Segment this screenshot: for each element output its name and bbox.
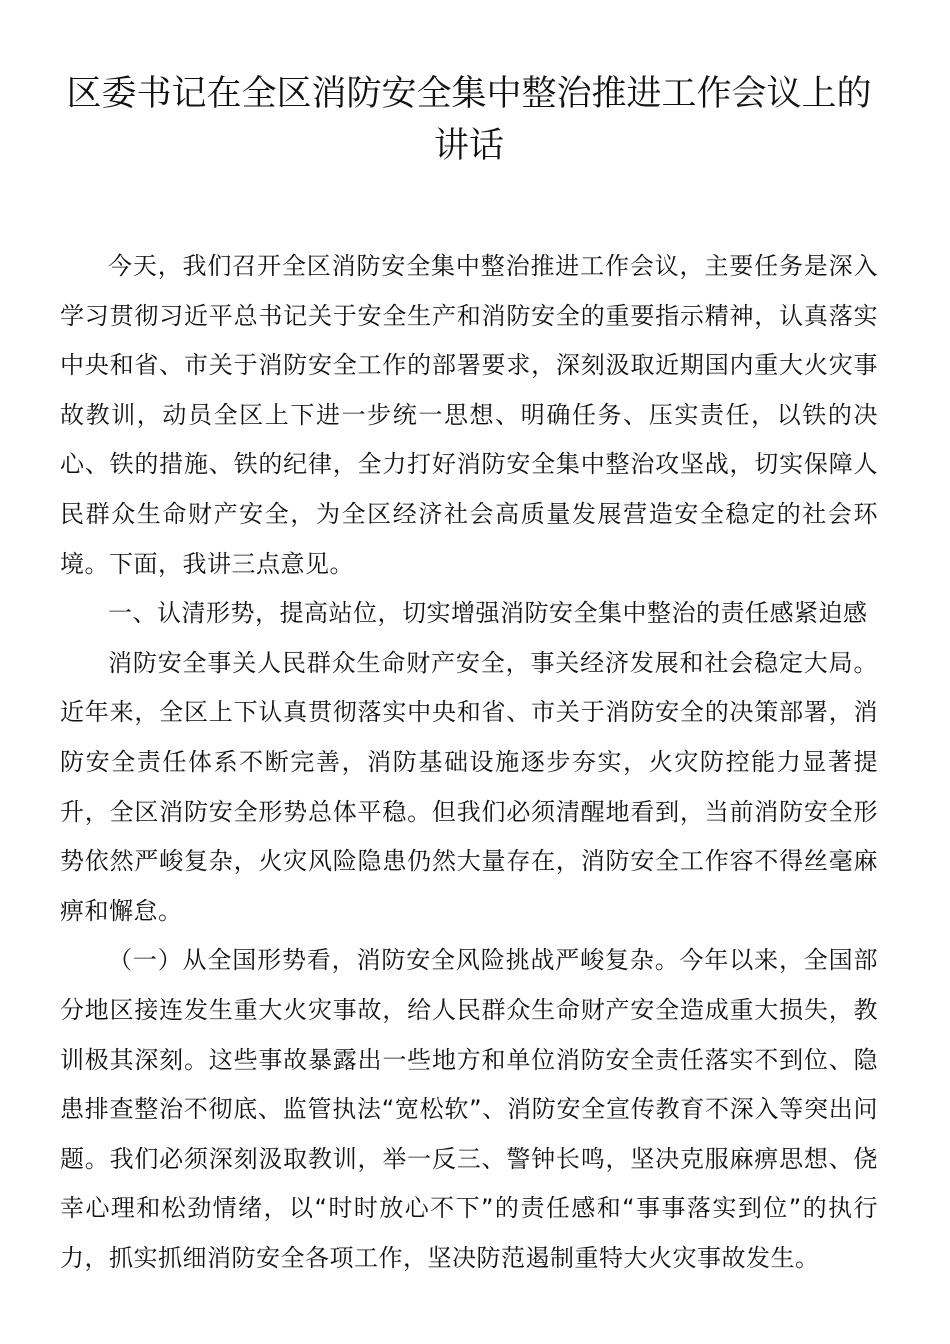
paragraph-intro: 今天，我们召开全区消防安全集中整治推进工作会议，主要任务是深入学习贯彻习近平总书记关于安全生产和消防安全的重要指示精神，认真落实中央和省、市关于消防安全工作的部署要求，深刻汲取近期国内重大火灾事故教训，动员全区上下进一步统一思想、明确任务、压实责任，以铁的决心、铁的措施、铁的纪律，全力打好消防安全集中整治攻坚战，切实保障人民群众生命财产安全，为全区经济社会高质量发展营造安全稳定的社会环境。下面，我讲三点意见。 xyxy=(60,252,878,578)
paragraph-section-1: 消防安全事关人民群众生命财产安全，事关经济发展和社会稳定大局。近年来，全区上下认真贯彻落实中央和省、市关于消防安全的决策部署，消防安全责任体系不断完善，消防基础设施逐步夯实，火灾防控能力显著提升，全区消防安全形势总体平稳。但我们必须清醒地看到，当前消防安全形势依然严峻复杂，火灾风险隐患仍然大量存在，消防安全工作容不得丝毫麻痹和懈怠。 xyxy=(60,648,878,925)
document-title: 区委书记在全区消防安全集中整治推进工作会议上的讲话 xyxy=(66,74,872,166)
section-heading-1: 一、认清形势，提高站位，切实增强消防安全集中整治的责任感紧迫感 xyxy=(108,599,868,628)
document-body xyxy=(60,242,878,1283)
paragraph-subsection-1: （一）从全国形势看，消防安全风险挑战严峻复杂。今年以来，全国部分地区接连发生重大火灾事故，给人民群众生命财产安全造成重大损失，教训极其深刻。这些事故暴露出一些地方和单位消防安全责任落实不到位、隐患排查整治不彻底、监管执法“宽松软”、消防安全宣传教育不深入等突出问题。我们必须深刻汲取教训，举一反三、警钟长鸣，坚决克服麻痹思想、侥幸心理和松劲情绪，以“时时放心不下”的责任感和“事事落实到位”的执行力，抓实抓细消防安全各项工作，坚决防范遏制重特大火灾事故发生。 xyxy=(60,946,878,1272)
document-page xyxy=(60,68,878,1283)
